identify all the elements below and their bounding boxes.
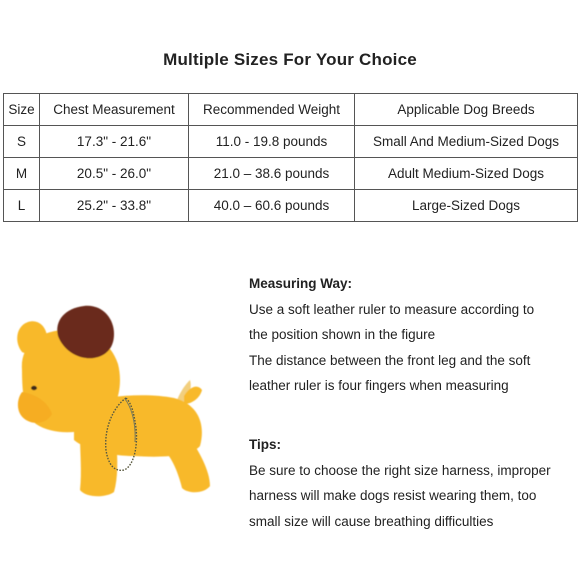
tips-section (249, 432, 574, 534)
cell-size: L (4, 190, 40, 222)
cell-size: M (4, 158, 40, 190)
cell-weight: 11.0 - 19.8 pounds (189, 126, 355, 158)
table-row (4, 126, 578, 158)
tips-line: harness will make dogs resist wearing them, too (249, 488, 537, 503)
measuring-line: leather ruler is four fingers when measuring (249, 378, 509, 393)
table-row (4, 158, 578, 190)
cell-breeds: Small And Medium-Sized Dogs (355, 126, 578, 158)
tips-line: small size will cause breathing difficulties (249, 513, 494, 529)
cell-size: S (4, 126, 40, 158)
cell-chest: 25.2" - 33.8" (40, 190, 189, 222)
measuring-way-section (249, 271, 574, 399)
measuring-line: the position shown in the figure (249, 327, 436, 342)
page-title: Multiple Sizes For Your Choice (163, 50, 417, 69)
cell-chest: 17.3" - 21.6" (40, 126, 189, 158)
header-recommended-weight: Recommended Weight (189, 94, 355, 126)
cell-breeds: Large-Sized Dogs (355, 190, 578, 222)
cell-breeds: Adult Medium-Sized Dogs (355, 158, 578, 190)
measuring-way-heading: Measuring Way: (249, 276, 353, 291)
header-chest-measurement: Chest Measurement (40, 94, 189, 126)
tips-heading: Tips: (249, 437, 282, 452)
table-row (4, 190, 578, 222)
header-applicable-dog-breeds: Applicable Dog Breeds (355, 94, 578, 126)
cell-weight: 40.0 – 60.6 pounds (189, 190, 355, 222)
table-header-row (4, 94, 578, 126)
measuring-line: The distance between the front leg and the soft (249, 352, 531, 368)
dog-measurement-icon (14, 300, 222, 502)
header-size: Size (4, 94, 40, 126)
tips-line: Be sure to choose the right size harness, improper (249, 462, 551, 478)
measuring-line: Use a soft leather ruler to measure according to (249, 301, 535, 317)
cell-chest: 20.5" - 26.0" (40, 158, 189, 190)
cell-weight: 21.0 – 38.6 pounds (189, 158, 355, 190)
size-chart-table (3, 93, 578, 222)
